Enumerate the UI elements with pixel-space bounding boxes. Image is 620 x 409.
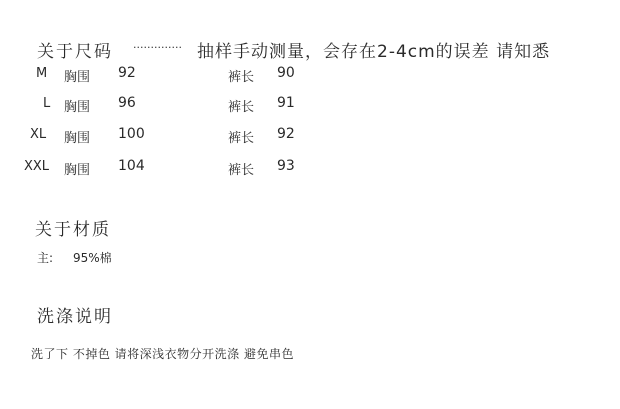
- wash-title: 洗涤说明: [37, 307, 113, 327]
- measurement-note: 抽样手动测量，会存在2-4cm的误差 请知悉: [197, 42, 551, 62]
- chest-label: 胸围: [64, 70, 91, 85]
- chest-value: 100: [118, 126, 145, 142]
- pants-label: 裤长: [228, 100, 255, 115]
- size-label: XXL: [24, 159, 50, 174]
- pants-value: 90: [277, 65, 295, 81]
- material-label: 主:: [37, 251, 54, 265]
- pants-label: 裤长: [228, 163, 255, 178]
- material-value: 95%棉: [73, 251, 112, 265]
- chest-value: 104: [118, 158, 145, 174]
- chest-value: 92: [118, 65, 136, 81]
- material-title: 关于材质: [35, 220, 111, 240]
- pants-label: 裤长: [228, 70, 255, 85]
- chest-label: 胸围: [64, 131, 91, 146]
- chest-label: 胸围: [64, 100, 91, 115]
- size-title: 关于尺码: [37, 42, 113, 62]
- wash-instructions: 洗了下 不掉色 请将深浅衣物分开洗涤 避免串色: [31, 347, 294, 361]
- size-label: M: [36, 66, 48, 81]
- pants-value: 92: [277, 126, 295, 142]
- size-label: L: [43, 96, 51, 111]
- dotted-separator: ··············: [133, 41, 182, 54]
- chest-value: 96: [118, 95, 136, 111]
- chest-label: 胸围: [64, 163, 91, 178]
- pants-value: 91: [277, 95, 295, 111]
- pants-label: 裤长: [228, 131, 255, 146]
- size-label: XL: [30, 127, 47, 142]
- pants-value: 93: [277, 158, 295, 174]
